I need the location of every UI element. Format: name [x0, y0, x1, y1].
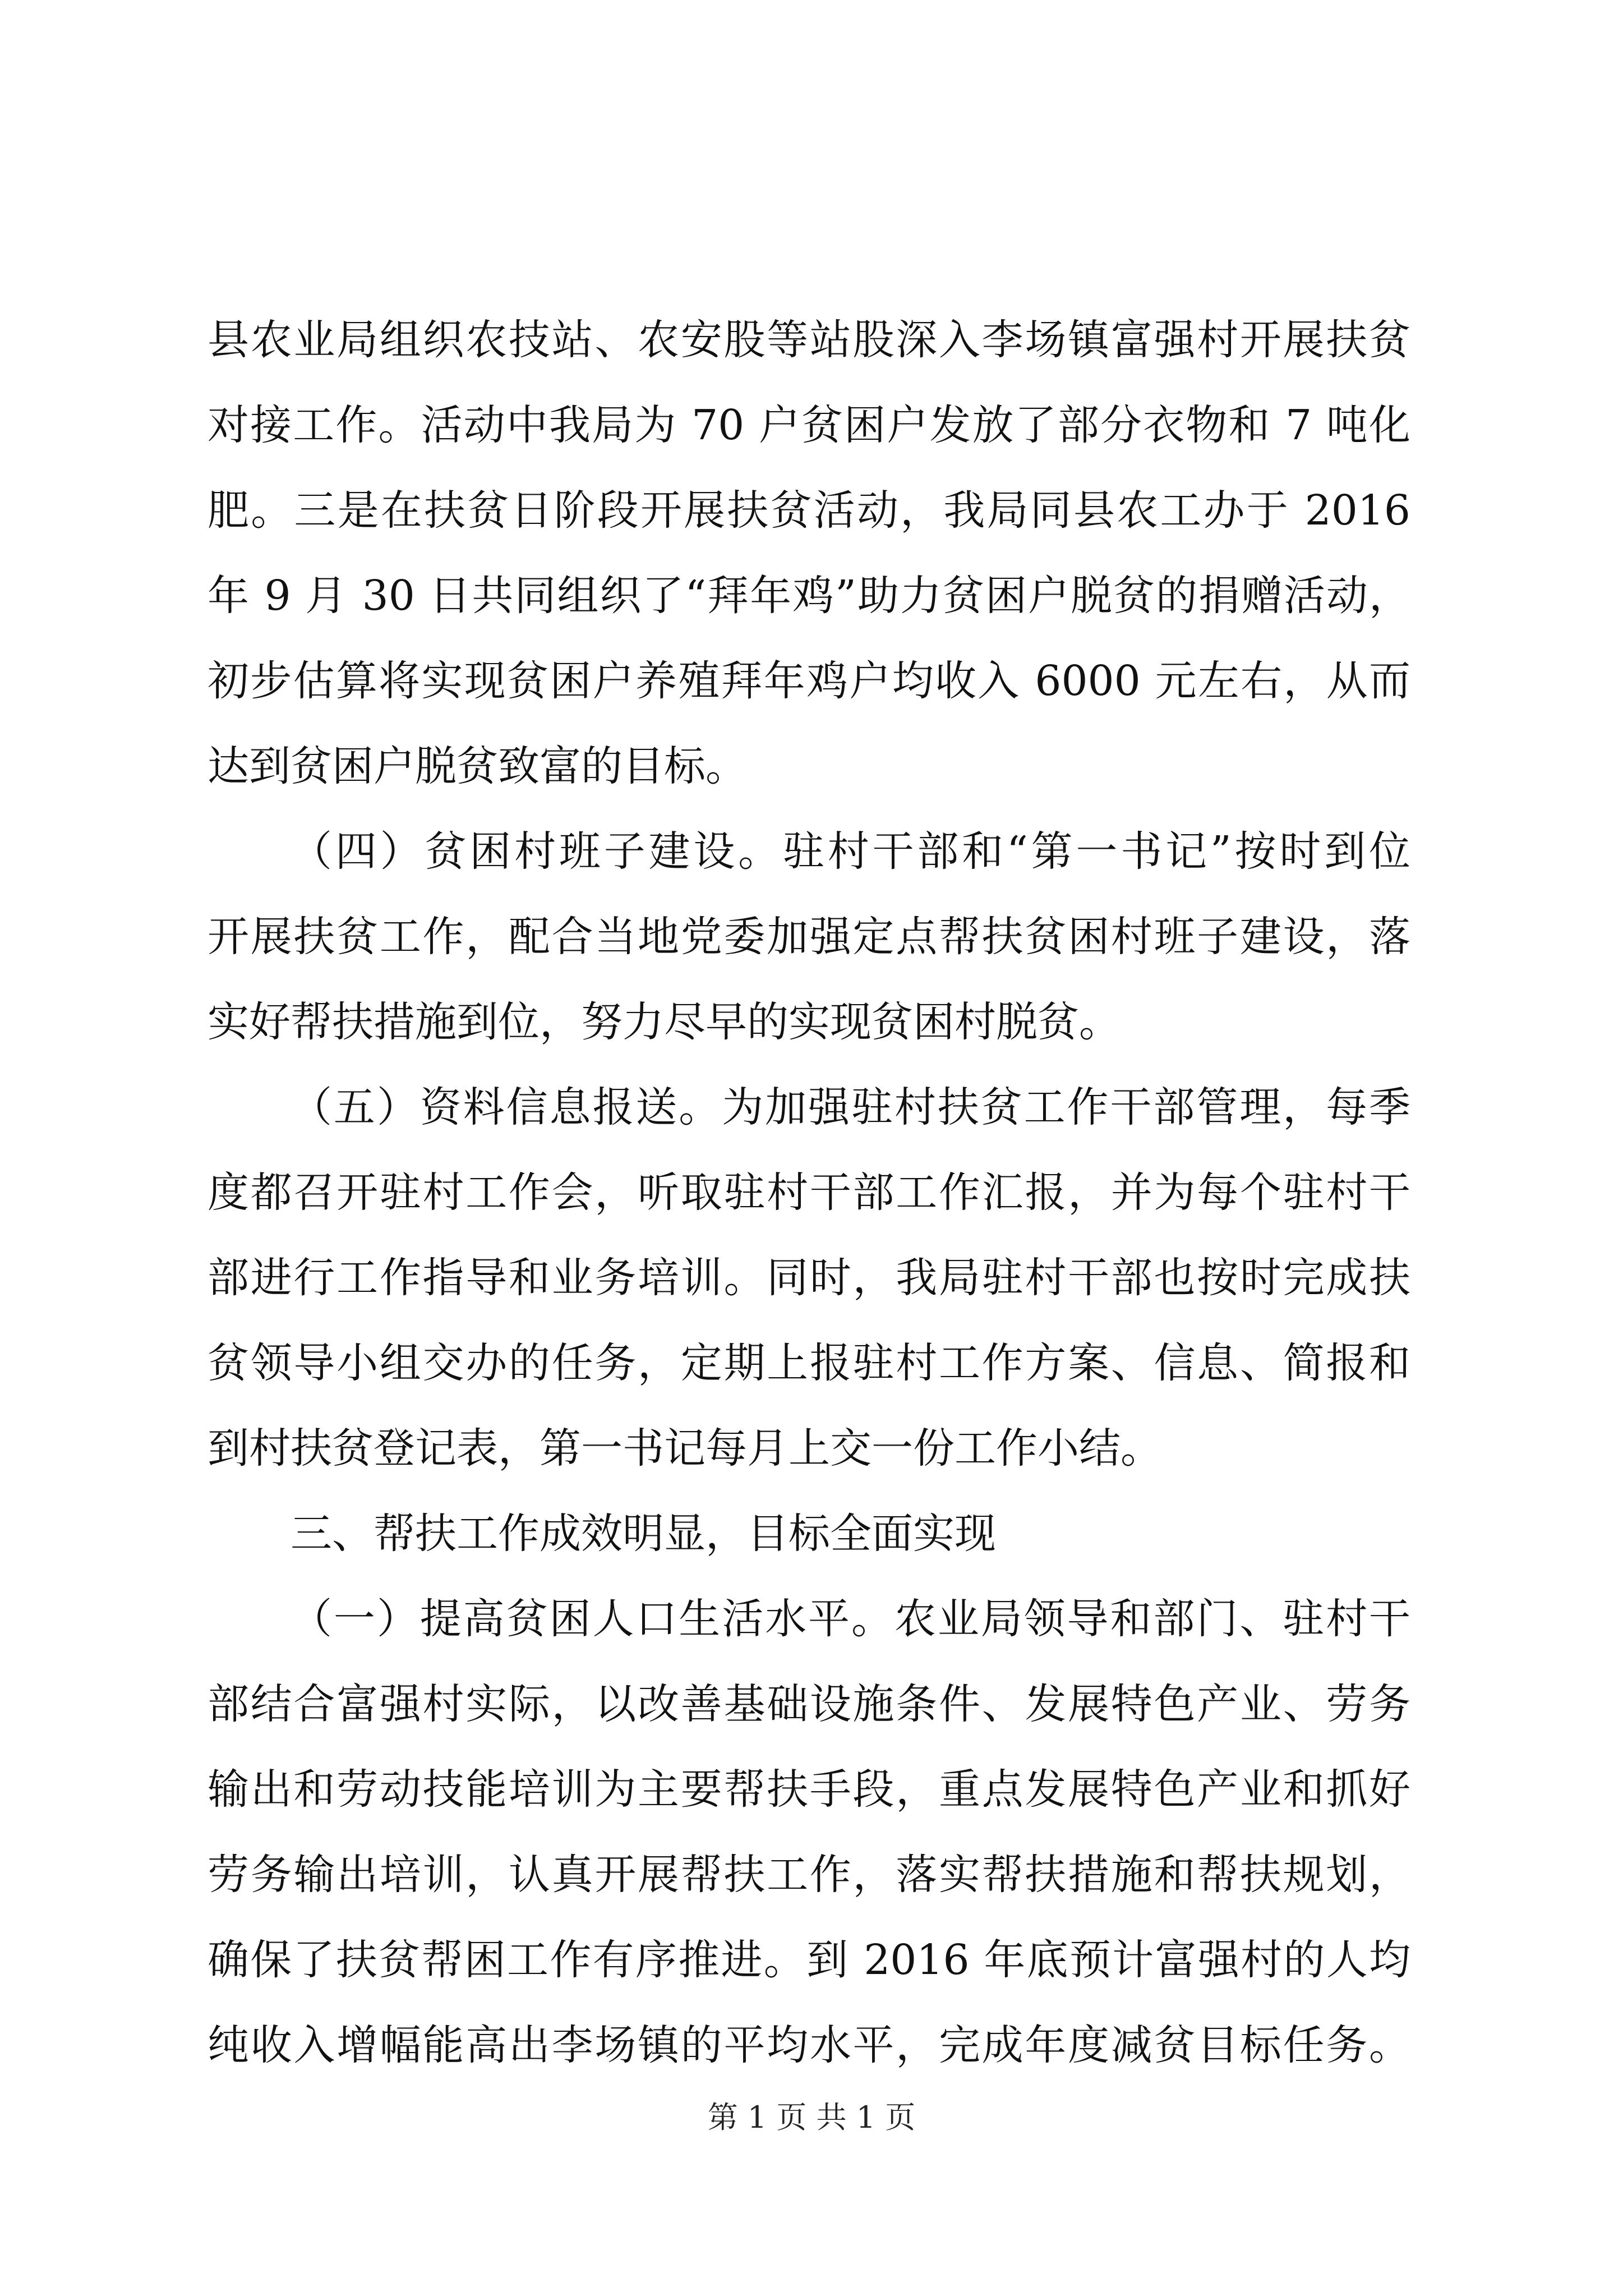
paragraph-line: 到村扶贫登记表，第一书记每月上交一份工作小结。 — [208, 1424, 1162, 1473]
paragraph-line: （五）资料信息报送。为加强驻村扶贫工作干部管理，每季 — [291, 1083, 1410, 1131]
page-footer: 第 1 页 共 1 页 — [707, 2100, 916, 2135]
paragraph-line: 初步估算将实现贫困户养殖拜年鸡户均收入 6000 元左右，从而 — [208, 657, 1410, 705]
paragraph-line: 对接工作。活动中我局为 70 户贫困户发放了部分衣物和 7 吨化 — [208, 401, 1410, 449]
section-heading: 三、帮扶工作成效明显，目标全面实现 — [291, 1510, 996, 1558]
paragraph-line: 达到贫困户脱贫致富的目标。 — [208, 742, 747, 790]
paragraph-line: 部结合富强村实际，以改善基础设施条件、发展特色产业、劳务 — [208, 1680, 1410, 1728]
paragraph-line: 肥。三是在扶贫日阶段开展扶贫活动，我局同县农工办于 2016 — [208, 486, 1410, 535]
paragraph-line: 实好帮扶措施到位，努力尽早的实现贫困村脱贫。 — [208, 998, 1121, 1046]
paragraph-line: 纯收入增幅能高出李场镇的平均水平，完成年度减贫目标任务。 — [208, 2021, 1410, 2069]
paragraph-line: 年 9 月 30 日共同组织了“拜年鸡”助力贫困户脱贫的捐赠活动， — [208, 572, 1410, 620]
paragraph-line: 部进行工作指导和业务培训。同时，我局驻村干部也按时完成扶 — [208, 1254, 1410, 1302]
paragraph-line: 度都召开驻村工作会，听取驻村干部工作汇报，并为每个驻村干 — [208, 1168, 1410, 1217]
paragraph-line: 输出和劳动技能培训为主要帮扶手段，重点发展特色产业和抓好 — [208, 1765, 1410, 1814]
paragraph-line: （四）贫困村班子建设。驻村干部和“第一书记”按时到位 — [291, 827, 1410, 876]
paragraph-line: 县农业局组织农技站、农安股等站股深入李场镇富强村开展扶贫 — [208, 316, 1410, 364]
paragraph-line: 确保了扶贫帮困工作有序推进。到 2016 年底预计富强村的人均 — [208, 1936, 1410, 1984]
paragraph-line: 劳务输出培训，认真开展帮扶工作，落实帮扶措施和帮扶规划， — [208, 1851, 1410, 1899]
paragraph-line: 贫领导小组交办的任务，定期上报驻村工作方案、信息、简报和 — [208, 1339, 1410, 1387]
paragraph-line: 开展扶贫工作，配合当地党委加强定点帮扶贫困村班子建设，落 — [208, 913, 1410, 961]
paragraph-line: （一）提高贫困人口生活水平。农业局领导和部门、驻村干 — [291, 1595, 1410, 1643]
document-body — [208, 297, 1410, 2088]
